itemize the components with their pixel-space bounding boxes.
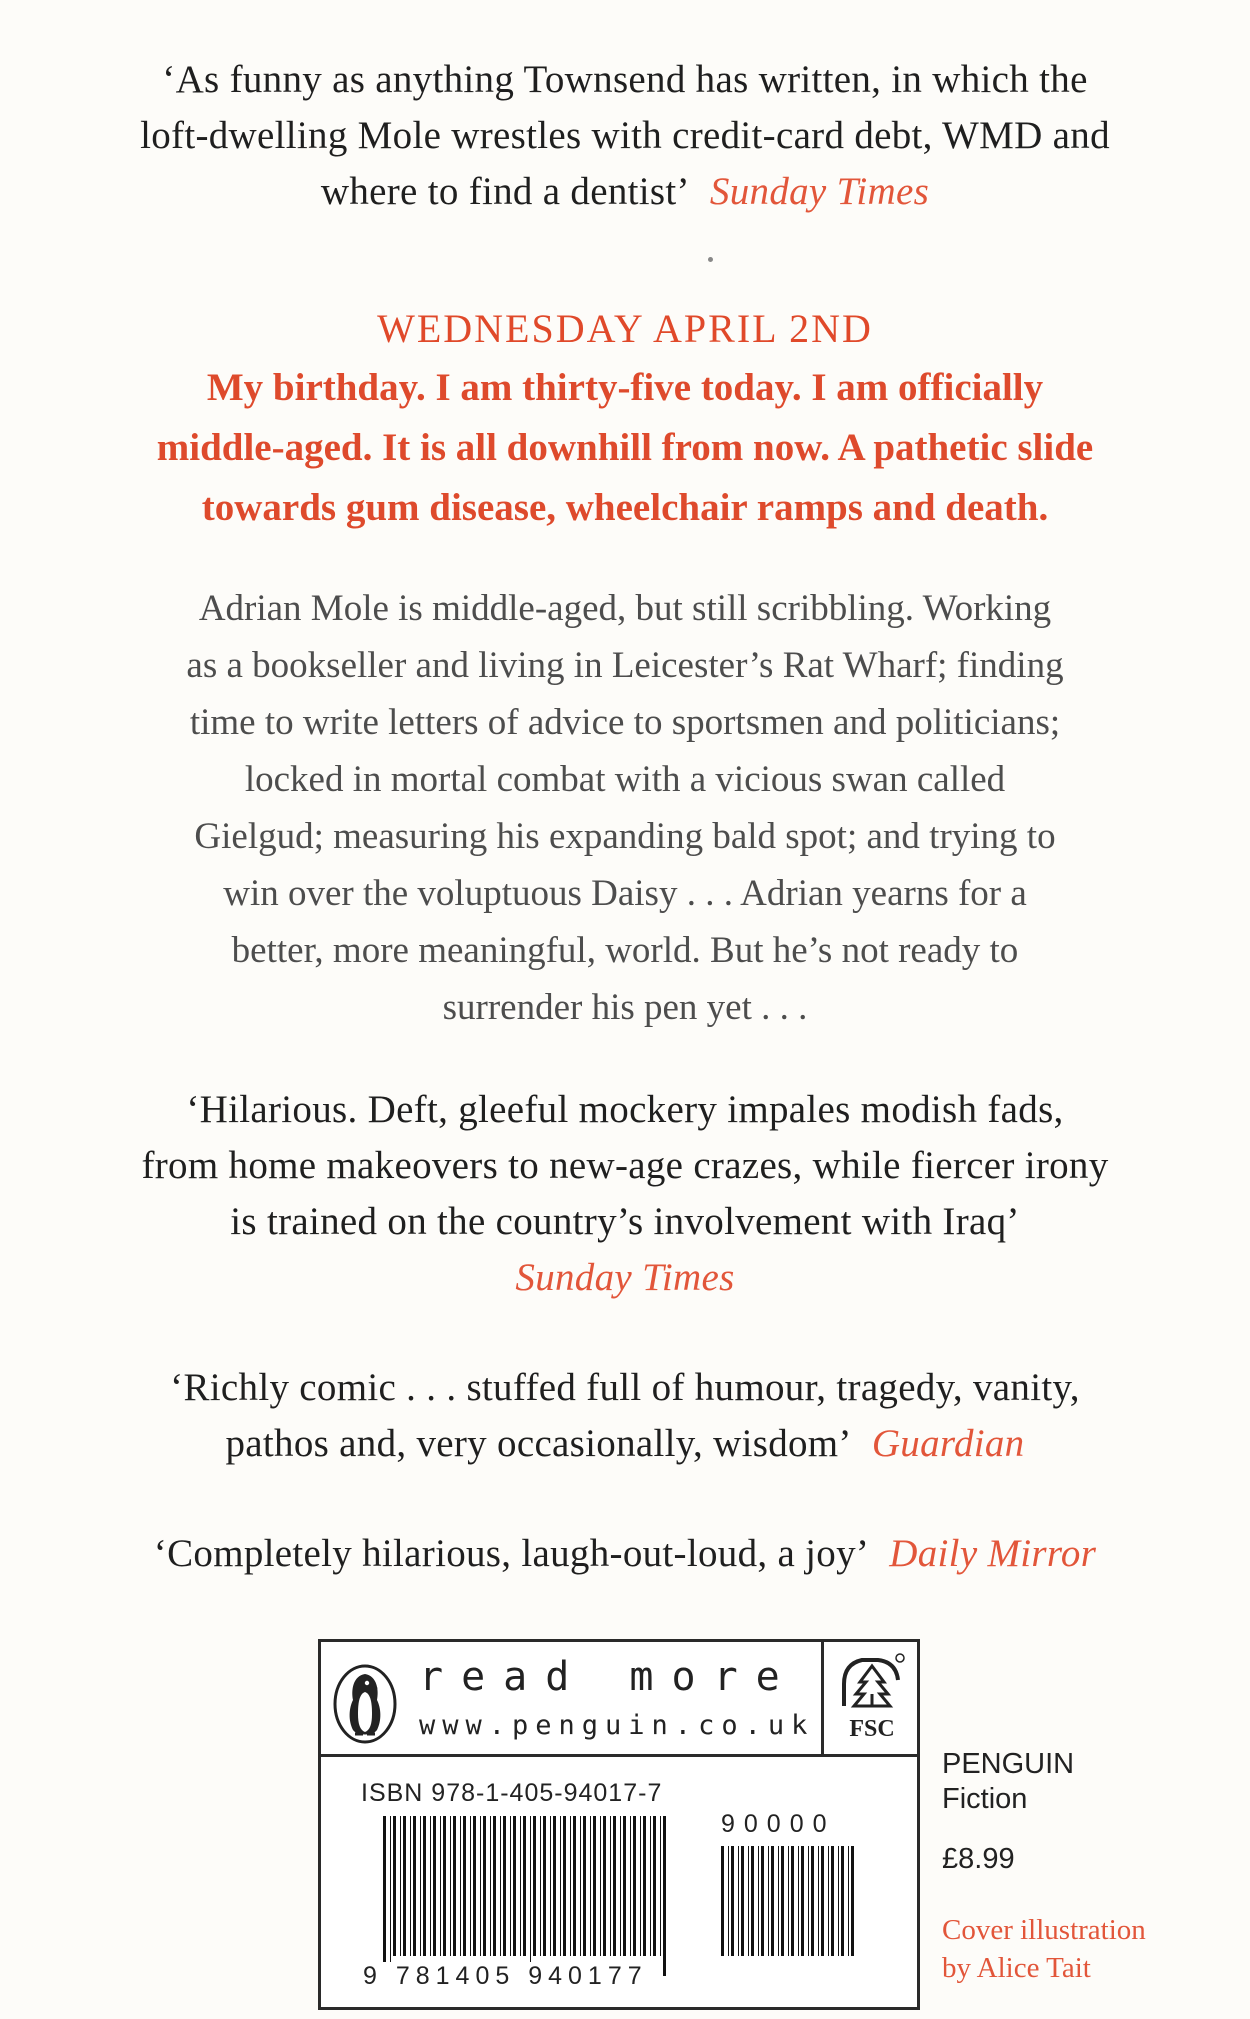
barcode-bar: [623, 1816, 626, 1956]
barcode-bar: [410, 1816, 411, 1956]
diary-date-heading: WEDNESDAY APRIL 2ND: [377, 306, 873, 351]
publisher-url: www.penguin.co.uk: [419, 1710, 815, 1741]
barcode-bar: [383, 1816, 386, 1976]
barcode-bar: [450, 1816, 451, 1956]
barcode-bar: [831, 1846, 834, 1956]
barcode-bar: [453, 1816, 456, 1956]
barcode-bar: [503, 1816, 506, 1956]
cover-credit-line: by Alice Tait: [942, 1952, 1091, 1984]
blurb-line: win over the voluptuous Daisy . . . Adrian yearns for a: [223, 873, 1027, 914]
barcode-bar: [513, 1816, 516, 1956]
barcode-bar: [768, 1846, 769, 1956]
quote-line: from home makeovers to new-age crazes, while fiercer irony: [141, 1144, 1109, 1187]
barcode-bar: [473, 1816, 476, 1956]
read-more-text: read more: [419, 1654, 798, 1700]
fsc-tree-icon: [838, 1650, 906, 1712]
barcode-bar: [573, 1816, 576, 1956]
barcode-bar: [400, 1816, 401, 1956]
barcode-bar: [553, 1816, 556, 1956]
fsc-mark: [821, 1642, 920, 1754]
barcode-bar: [523, 1816, 526, 1956]
barcode-bar: [550, 1816, 551, 1956]
barcode-bar: [560, 1816, 561, 1956]
barcode-bar: [390, 1816, 391, 1976]
cover-credit-line: Cover illustration: [942, 1914, 1146, 1946]
barcode-bar: [483, 1816, 486, 1956]
quote-line: ‘As funny as anything Townsend has written, in which the: [162, 58, 1088, 101]
barcode-bar: [821, 1846, 824, 1956]
barcode-bar: [413, 1816, 416, 1956]
barcode-bar: [781, 1846, 784, 1956]
barcode-bar: [563, 1816, 566, 1956]
barcode-bar: [570, 1816, 571, 1956]
barcode-bar: [808, 1846, 809, 1956]
quote-source: Sunday Times: [709, 170, 930, 213]
genre-label: Fiction: [942, 1783, 1028, 1815]
barcode-bar: [728, 1846, 729, 1956]
diary-line: My birthday. I am thirty-five today. I am officially: [206, 366, 1044, 409]
barcode-bar: [778, 1846, 779, 1956]
barcode-bar: [771, 1846, 774, 1956]
barcode-panel: [318, 1639, 920, 2010]
barcode-bar: [460, 1816, 461, 1956]
barcode-bar: [653, 1816, 656, 1956]
quote-source: Sunday Times: [515, 1256, 735, 1299]
quote-line: loft-dwelling Mole wrestles with credit-card debt, WMD and: [140, 114, 1110, 157]
diary-line: towards gum disease, wheelchair ramps and death.: [201, 486, 1049, 529]
barcode-bar: [490, 1816, 491, 1956]
barcode-bar: [463, 1816, 466, 1956]
barcode-bar: [801, 1846, 804, 1956]
barcode-bar: [663, 1816, 666, 1976]
cover-credit: [942, 1911, 1146, 1987]
barcode-bar: [420, 1816, 421, 1956]
book-blurb: [60, 580, 1190, 1036]
barcode-bar: [848, 1846, 849, 1956]
barcode-bar: [758, 1846, 759, 1956]
review-quote-guardian: [60, 1360, 1190, 1472]
barcode-bar: [741, 1846, 744, 1956]
barcode-bar: [593, 1816, 596, 1956]
barcode-bar: [811, 1846, 814, 1956]
barcode-bar: [430, 1816, 431, 1956]
quote-line: where to find a dentist’: [320, 170, 690, 213]
barcode-bar: [818, 1846, 819, 1956]
quote-line-with-source: [60, 1416, 1190, 1472]
quote-line: ‘Hilarious. Deft, gleeful mockery impales modish fads,: [186, 1088, 1064, 1131]
barcode-bar: [600, 1816, 601, 1956]
barcode-bar: [721, 1846, 724, 1956]
barcode-bar: [650, 1816, 651, 1956]
barcode-bar: [583, 1816, 586, 1956]
diary-line: middle-aged. It is all downhill from now. A pathetic slide: [156, 426, 1094, 469]
blurb-line: Gielgud; measuring his expanding bald spot; and trying to: [194, 816, 1056, 857]
penguin-logo: [333, 1664, 397, 1744]
barcode-bar: [841, 1846, 844, 1956]
barcode-bar: [828, 1846, 829, 1956]
quote-line: pathos and, very occasionally, wisdom’: [225, 1422, 852, 1465]
blurb-line: locked in mortal combat with a vicious swan called: [244, 759, 1006, 800]
barcode-bar: [433, 1816, 436, 1956]
barcode-bar: [633, 1816, 636, 1956]
barcode-bar: [738, 1846, 739, 1956]
barcode-bar: [500, 1816, 501, 1956]
barcode-bar: [530, 1816, 531, 1976]
quote-line: ‘Completely hilarious, laugh-out-loud, a joy’: [153, 1532, 870, 1575]
barcode-bar: [470, 1816, 471, 1956]
barcode-bar: [640, 1816, 641, 1956]
barcode-bar: [751, 1846, 754, 1956]
quote-line: ‘Richly comic . . . stuffed full of humour, tragedy, vanity,: [170, 1366, 1080, 1409]
barcode-bar: [660, 1816, 661, 1956]
barcode-bar: [798, 1846, 799, 1956]
blurb-line: Adrian Mole is middle-aged, but still scribbling. Working: [198, 588, 1052, 629]
barcode-bar: [533, 1816, 536, 1956]
blurb-line: better, more meaningful, world. But he’s not ready to: [231, 930, 1019, 971]
barcode-bar: [480, 1816, 481, 1956]
ean13-barcode: [383, 1816, 673, 1976]
barcode-bar: [791, 1846, 794, 1956]
barcode-bar: [748, 1846, 749, 1956]
barcode-bar: [520, 1816, 521, 1956]
barcode-bar: [851, 1846, 854, 1956]
blurb-line: as a bookseller and living in Leicester’s Rat Wharf; finding: [186, 645, 1064, 686]
fsc-label: FSC: [849, 1716, 895, 1742]
blurb-line: surrender his pen yet . . .: [442, 987, 808, 1028]
price-label: £8.99: [942, 1843, 1015, 1875]
barcode-bar: [423, 1816, 426, 1956]
barcode-bar: [761, 1846, 764, 1956]
barcode-bar: [443, 1816, 446, 1956]
barcode-bar: [393, 1816, 396, 1956]
isbn-text: ISBN 978-1-405-94017-7: [361, 1779, 663, 1807]
barcode-bar: [610, 1816, 611, 1956]
quote-source: Guardian: [871, 1422, 1025, 1465]
blurb-line: time to write letters of advice to sportsmen and politicians;: [189, 702, 1061, 743]
barcode-bar: [590, 1816, 591, 1956]
read-more-banner: [321, 1642, 917, 1757]
speck: [708, 257, 713, 262]
barcode-bar: [620, 1816, 621, 1956]
review-quote-sunday-times-1: [60, 52, 1190, 220]
barcode-bar: [440, 1816, 441, 1956]
diary-excerpt: [60, 300, 1190, 538]
barcode-bar: [543, 1816, 546, 1956]
barcode-bar: [838, 1846, 839, 1956]
barcode-bar: [613, 1816, 616, 1956]
barcode-bar: [580, 1816, 581, 1956]
barcode-bar: [788, 1846, 789, 1956]
quote-source: Daily Mirror: [889, 1532, 1097, 1575]
publisher-name: PENGUIN: [942, 1748, 1075, 1780]
quote-line: is trained on the country’s involvement with Iraq’: [230, 1200, 1020, 1243]
barcode-bar: [630, 1816, 631, 1956]
barcode-bar: [493, 1816, 496, 1956]
barcode-digits: 9 781405 940177: [363, 1962, 648, 1990]
review-quote-sunday-times-2: [60, 1082, 1190, 1306]
barcode-bar: [403, 1816, 406, 1956]
barcode-bar: [540, 1816, 541, 1956]
price-addon-barcode: [721, 1846, 861, 1976]
barcode-bar: [603, 1816, 606, 1956]
barcode-bar: [510, 1816, 511, 1956]
review-quote-daily-mirror: [60, 1526, 1190, 1582]
barcode-bar: [643, 1816, 646, 1956]
quote-line-with-source: [60, 164, 1190, 220]
addon-digits: 90000: [721, 1810, 836, 1838]
barcode-bar: [731, 1846, 734, 1956]
